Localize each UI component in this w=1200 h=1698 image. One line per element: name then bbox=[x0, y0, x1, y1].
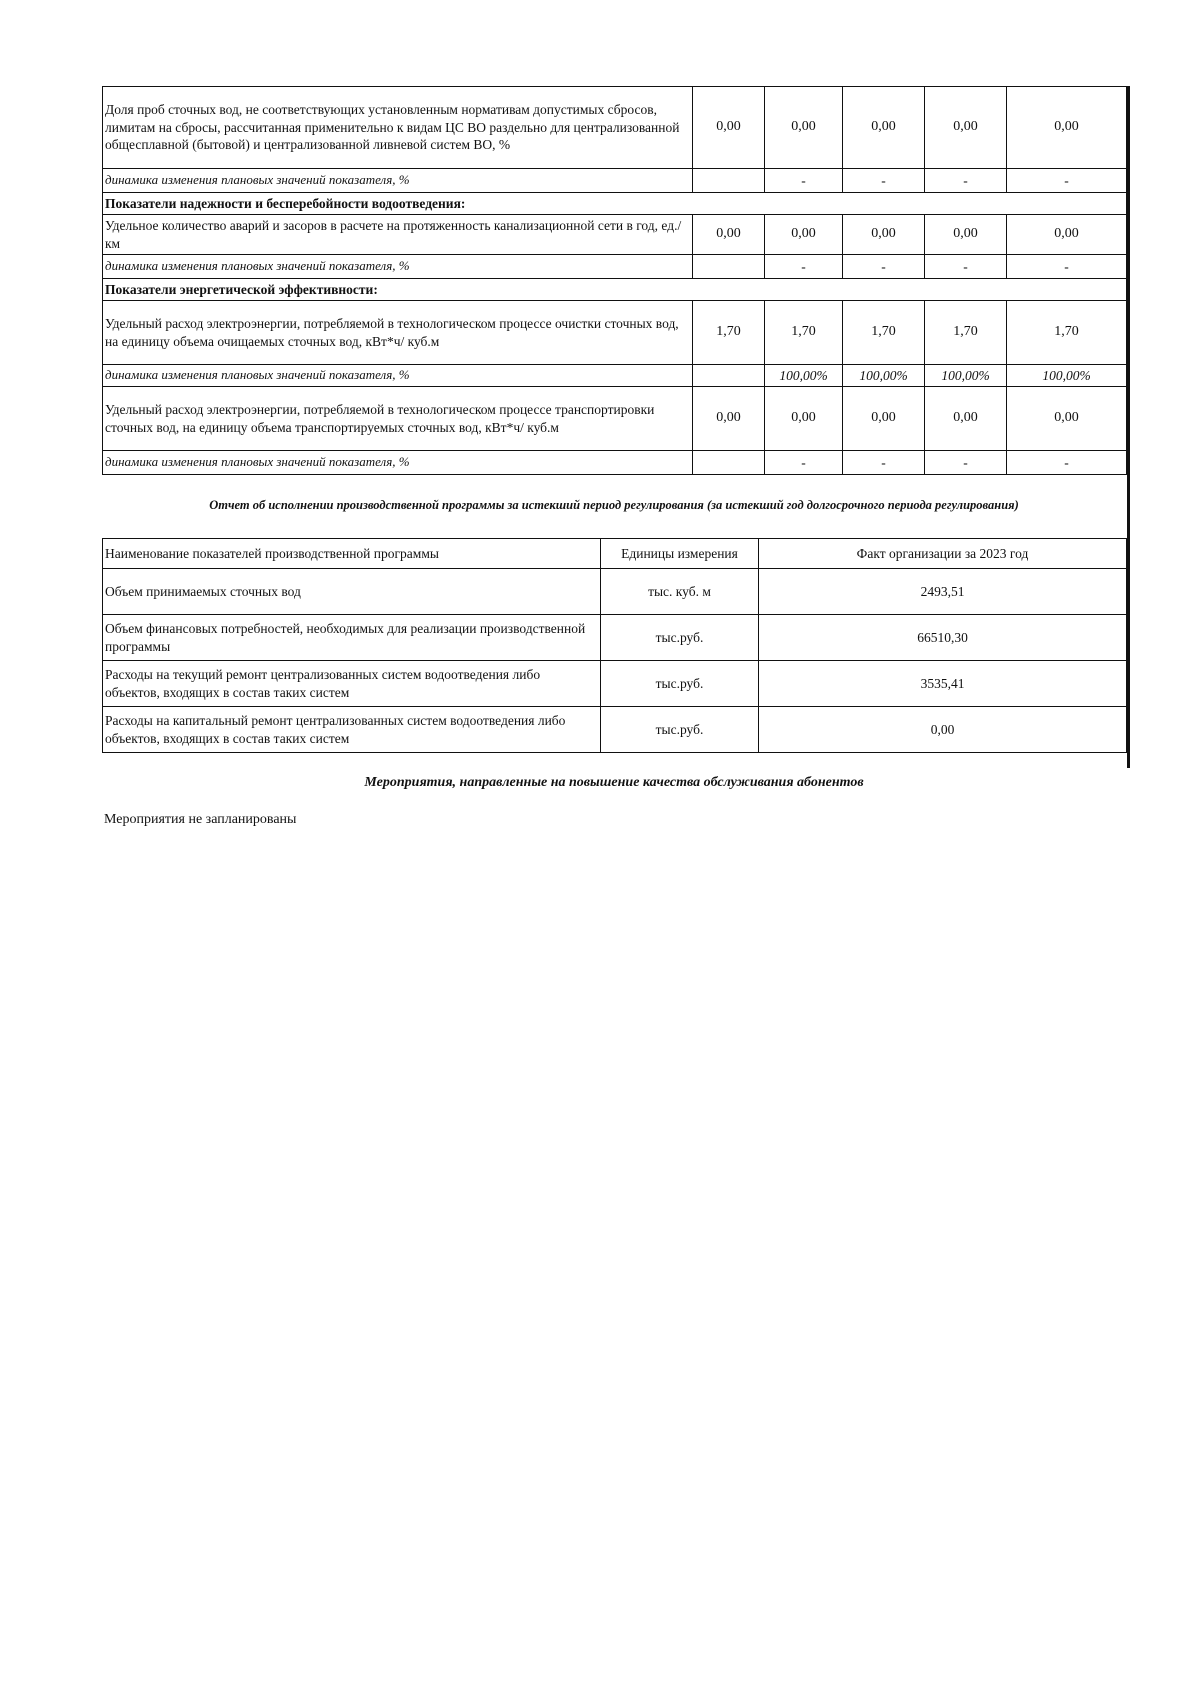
report-row bbox=[103, 615, 1127, 661]
report-row bbox=[103, 707, 1127, 753]
value-cell: 0,00 bbox=[843, 87, 925, 169]
value-cell: 0,00 bbox=[925, 387, 1007, 451]
report-name-cell: Объем принимаемых сточных вод bbox=[103, 569, 601, 615]
header-unit: Единицы измерения bbox=[601, 539, 759, 569]
report-unit-cell: тыс.руб. bbox=[601, 615, 759, 661]
report-value-cell: 2493,51 bbox=[759, 569, 1127, 615]
value-cell bbox=[693, 365, 765, 387]
value-cell bbox=[693, 451, 765, 475]
header-fact: Факт организации за 2023 год bbox=[759, 539, 1127, 569]
value-cell: 100,00% bbox=[925, 365, 1007, 387]
value-cell: 0,00 bbox=[1007, 87, 1127, 169]
value-cell bbox=[693, 169, 765, 193]
dynamics-row bbox=[103, 451, 1127, 475]
report-name-cell: Расходы на текущий ремонт централизованных систем водоотведения либо объектов, входящих в состав таких систем bbox=[103, 661, 601, 707]
indicator-label: Доля проб сточных вод, не соответствующих установленным нормативам допустимых сбросов, лимитам на сбросы, рассчитанная применительно к видам ЦС ВО раздельно для централизованной общесплавной (бытовой) и централизованной ливневой систем ВО, % bbox=[103, 87, 693, 169]
value-cell: 0,00 bbox=[1007, 387, 1127, 451]
indicator-label: Удельный расход электроэнергии, потребляемой в технологическом процессе транспортировки сточных вод, на единицу объема транспортируемых сточных вод, кВт*ч/ куб.м bbox=[103, 387, 693, 451]
value-cell: - bbox=[1007, 169, 1127, 193]
indicator-row bbox=[103, 301, 1127, 365]
right-border-line bbox=[1127, 86, 1130, 768]
value-cell: - bbox=[1007, 255, 1127, 279]
value-cell: 1,70 bbox=[765, 301, 843, 365]
indicator-row bbox=[103, 87, 1127, 169]
indicator-row bbox=[103, 387, 1127, 451]
value-cell: 100,00% bbox=[843, 365, 925, 387]
value-cell: - bbox=[843, 255, 925, 279]
value-cell bbox=[693, 255, 765, 279]
value-cell: - bbox=[925, 255, 1007, 279]
value-cell: 1,70 bbox=[843, 301, 925, 365]
value-cell: 0,00 bbox=[765, 215, 843, 255]
measures-text: Мероприятия не запланированы bbox=[104, 812, 297, 827]
report-name-cell: Расходы на капитальный ремонт централизованных систем водоотведения либо объектов, входящих в состав таких систем bbox=[103, 707, 601, 753]
report-name-cell: Объем финансовых потребностей, необходимых для реализации производственной программы bbox=[103, 615, 601, 661]
report-value-cell: 3535,41 bbox=[759, 661, 1127, 707]
report-unit-cell: тыс.руб. bbox=[601, 661, 759, 707]
dynamics-row bbox=[103, 255, 1127, 279]
value-cell: - bbox=[925, 169, 1007, 193]
measures-title: Мероприятия, направленные на повышение качества обслуживания абонентов bbox=[364, 775, 864, 790]
value-cell: 0,00 bbox=[843, 387, 925, 451]
value-cell: 0,00 bbox=[693, 387, 765, 451]
report-title: Отчет об исполнении производственной программы за истекший период регулирования (за истекший год долгосрочного периода регулирования) bbox=[209, 498, 1019, 512]
dynamics-label: динамика изменения плановых значений показателя, % bbox=[103, 169, 693, 193]
value-cell: 0,00 bbox=[925, 87, 1007, 169]
value-cell: - bbox=[765, 169, 843, 193]
report-header-row bbox=[103, 539, 1127, 569]
section-title: Показатели энергетической эффективности: bbox=[103, 279, 1127, 301]
section-title: Показатели надежности и бесперебойности водоотведения: bbox=[103, 193, 1127, 215]
value-cell: 0,00 bbox=[765, 87, 843, 169]
dynamics-label: динамика изменения плановых значений показателя, % bbox=[103, 365, 693, 387]
value-cell: - bbox=[843, 451, 925, 475]
value-cell: 0,00 bbox=[843, 215, 925, 255]
value-cell: 100,00% bbox=[765, 365, 843, 387]
report-unit-cell: тыс.руб. bbox=[601, 707, 759, 753]
dynamics-label: динамика изменения плановых значений показателя, % bbox=[103, 451, 693, 475]
report-value-cell: 0,00 bbox=[759, 707, 1127, 753]
report-unit-cell: тыс. куб. м bbox=[601, 569, 759, 615]
indicators-table bbox=[102, 86, 1127, 475]
value-cell: 1,70 bbox=[1007, 301, 1127, 365]
indicator-label: Удельный расход электроэнергии, потребляемой в технологическом процессе очистки сточных вод, на единицу объема очищаемых сточных вод, кВт*ч/ куб.м bbox=[103, 301, 693, 365]
value-cell: - bbox=[765, 451, 843, 475]
value-cell: - bbox=[765, 255, 843, 279]
value-cell: 1,70 bbox=[925, 301, 1007, 365]
dynamics-row bbox=[103, 169, 1127, 193]
value-cell: - bbox=[925, 451, 1007, 475]
report-row bbox=[103, 569, 1127, 615]
indicator-row bbox=[103, 215, 1127, 255]
indicator-label: Удельное количество аварий и засоров в расчете на протяженность канализационной сети в год, ед./км bbox=[103, 215, 693, 255]
value-cell: 1,70 bbox=[693, 301, 765, 365]
value-cell: 0,00 bbox=[765, 387, 843, 451]
report-table bbox=[102, 538, 1127, 753]
value-cell: 0,00 bbox=[693, 215, 765, 255]
value-cell: - bbox=[1007, 451, 1127, 475]
value-cell: 0,00 bbox=[693, 87, 765, 169]
section-row bbox=[103, 193, 1127, 215]
header-name: Наименование показателей производственной программы bbox=[103, 539, 601, 569]
section-row bbox=[103, 279, 1127, 301]
report-row bbox=[103, 661, 1127, 707]
report-value-cell: 66510,30 bbox=[759, 615, 1127, 661]
value-cell: 0,00 bbox=[925, 215, 1007, 255]
value-cell: - bbox=[843, 169, 925, 193]
value-cell: 100,00% bbox=[1007, 365, 1127, 387]
dynamics-row bbox=[103, 365, 1127, 387]
value-cell: 0,00 bbox=[1007, 215, 1127, 255]
dynamics-label: динамика изменения плановых значений показателя, % bbox=[103, 255, 693, 279]
